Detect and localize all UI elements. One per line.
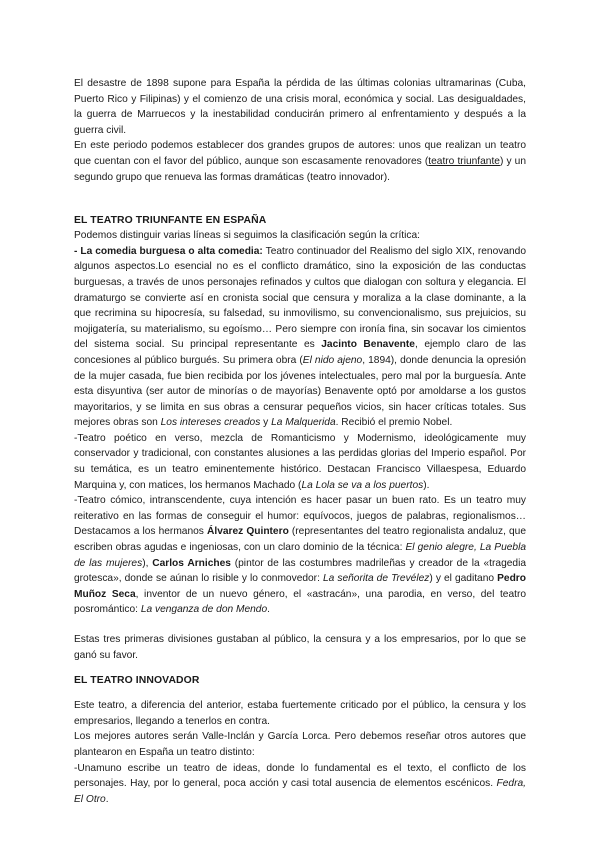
work-title: La venganza de don Mendo (140, 604, 268, 616)
section-heading-teatro-triunfante: EL TEATRO TRIUNFANTE EN ESPAÑA (74, 215, 267, 227)
work-title: La señorita de Trevélez (322, 573, 430, 585)
teatro-comico-paragraph (74, 493, 526, 618)
author-benavente: Jacinto Benavente (321, 339, 415, 351)
text-span: -Teatro poético en verso, mezcla de Romanticismo y Modernismo, ideológicamente muy conservador y tradicional, con constantes alusiones a las perdidas glorias del Imperio español. Por su temática, es un teatro eminentemente histórico. Destacan Francisco Villaespesa, Eduardo Marquina y, con matices, los hermanos Machado ( (74, 432, 526, 491)
teatro-poetico-paragraph (74, 431, 526, 493)
work-title: Fedra, El Otro (74, 778, 526, 805)
text-span: , ejemplo claro de las concesiones al público burgués. Su primera obra ( (74, 339, 526, 366)
work-title: La Malquerida (271, 417, 336, 429)
text-span: ), (142, 557, 153, 569)
teatro-triunfante-link: teatro triunfante (428, 155, 500, 167)
comedia-burguesa-label: - La comedia burguesa o alta comedia: (74, 245, 263, 257)
text-span: ). (423, 479, 430, 491)
innovador-paragraph-1: Este teatro, a diferencia del anterior, estaba fuertemente criticado por el público, la censura y los empresarios, llegando a tenerlos en contra. (74, 700, 526, 727)
text-span: (representantes del teatro regionalista andaluz, que escriben obras agudas e ingeniosas, con un claro dominio de la técnica: (74, 526, 526, 554)
text-span: (pintor de las costumbres madrileñas y creador de la «tragedia grotesca», donde se aúnan lo risible y lo conmovedor: (74, 557, 527, 585)
text-span: . (105, 793, 109, 805)
author-munoz-seca: Pedro Muñoz Seca (74, 573, 526, 600)
text-span: -Teatro cómico, intranscendente, cuya intención es hacer pasar un buen rato. Es un teatro muy reiterativo en las formas de conseguir el humor: equívocos, juegos de palabras, regionalismos… Destacamos a los hermanos (74, 495, 526, 538)
text-span: Teatro continuador del Realismo del siglo XIX, renovando algunos aspectos.Lo esencial no es el conflicto dramático, sino la exposición de las conductas burguesas, a través de unos personajes refinados y cultos que dialogan con soltura y elegancia. El dramaturgo se convierte así en cronista social que censura y moraliza a la clase dominante, a la que recrimina su hipocresía, su falsedad, su inmovilismo, su convencionalismo, sus prejuicios, su mojigatería, su materialismo, su egoísmo… Pero siempre con ironía fina, sin socavar los cimientos del sistema social. Su principal representante es (74, 245, 527, 351)
intro-paragraph-2 (74, 138, 526, 185)
work-title: El genio alegre, La Puebla de las mujeres (74, 542, 526, 569)
text-span: y (260, 417, 272, 429)
section1-closing: Estas tres primeras divisiones gustaban al público, la censura y a los empresarios, por lo que se ganó su favor. (74, 634, 526, 661)
work-title: El nido ajeno (302, 354, 363, 366)
innovador-paragraph-2: Los mejores autores serán Valle-Inclán y García Lorca. Pero debemos reseñar otros autores que plantearon en España un teatro distinto: (74, 731, 526, 758)
text-span: , 1894), donde denuncia la opresión de la mujer casada, fue bien recibida por los jóvenes intelectuales, pero mal por la burguesía. Ante esta disyuntiva (ser autor de minorías o de mayorías) Benavente optó por amoldarse a los gustos mayoritarios, y se limita en sus obras a censurar pequeños vicios, sin hacer críticas totales. Sus mejores obras son (74, 354, 526, 429)
comedia-burguesa-paragraph (74, 244, 526, 431)
text-span: . (267, 604, 270, 616)
text-span: . Recibió el premio Nobel. (335, 417, 453, 429)
section1-lead: Podemos distinguir varias líneas si seguimos la clasificación según la crítica: (74, 230, 420, 242)
section-heading-teatro-innovador: EL TEATRO INNOVADOR (74, 675, 200, 687)
intro-text-before: En este periodo podemos establecer dos grandes grupos de autores: unos que realizan un teatro que cuentan con el favor del público, aunque son escasamente renovadores ( (74, 140, 526, 167)
work-title: La Lola se va a los puertos (301, 479, 424, 491)
text-span: , inventor de un nuevo género, el «astracán», una parodia, en verso, del teatro posromántico: (74, 588, 527, 616)
text-span: ) y el gaditano (429, 573, 498, 585)
work-title: Los intereses creados (160, 417, 261, 429)
unamuno-paragraph (74, 761, 526, 808)
intro-paragraph-1: El desastre de 1898 supone para España la pérdida de las últimas colonias ultramarinas (Cuba, Puerto Rico y Filipinas) y el comienzo de una crisis moral, económica y social. Las desigualdades, la guerra de Marruecos y la inestabilidad conducirán primero al enfrentamiento y después a la guerra civil. (74, 78, 526, 136)
author-alvarez-quintero: Álvarez Quintero (207, 526, 289, 538)
author-arniches: Carlos Arniches (152, 557, 231, 569)
intro-text-after: ) y un segundo grupo que renueva las formas dramáticas (teatro innovador). (74, 155, 527, 183)
text-span: -Unamuno escribe un teatro de ideas, donde lo fundamental es el texto, el conflicto de los personajes. Hay, por lo general, poca acción y casi total ausencia de elementos escénicos. (74, 762, 526, 790)
